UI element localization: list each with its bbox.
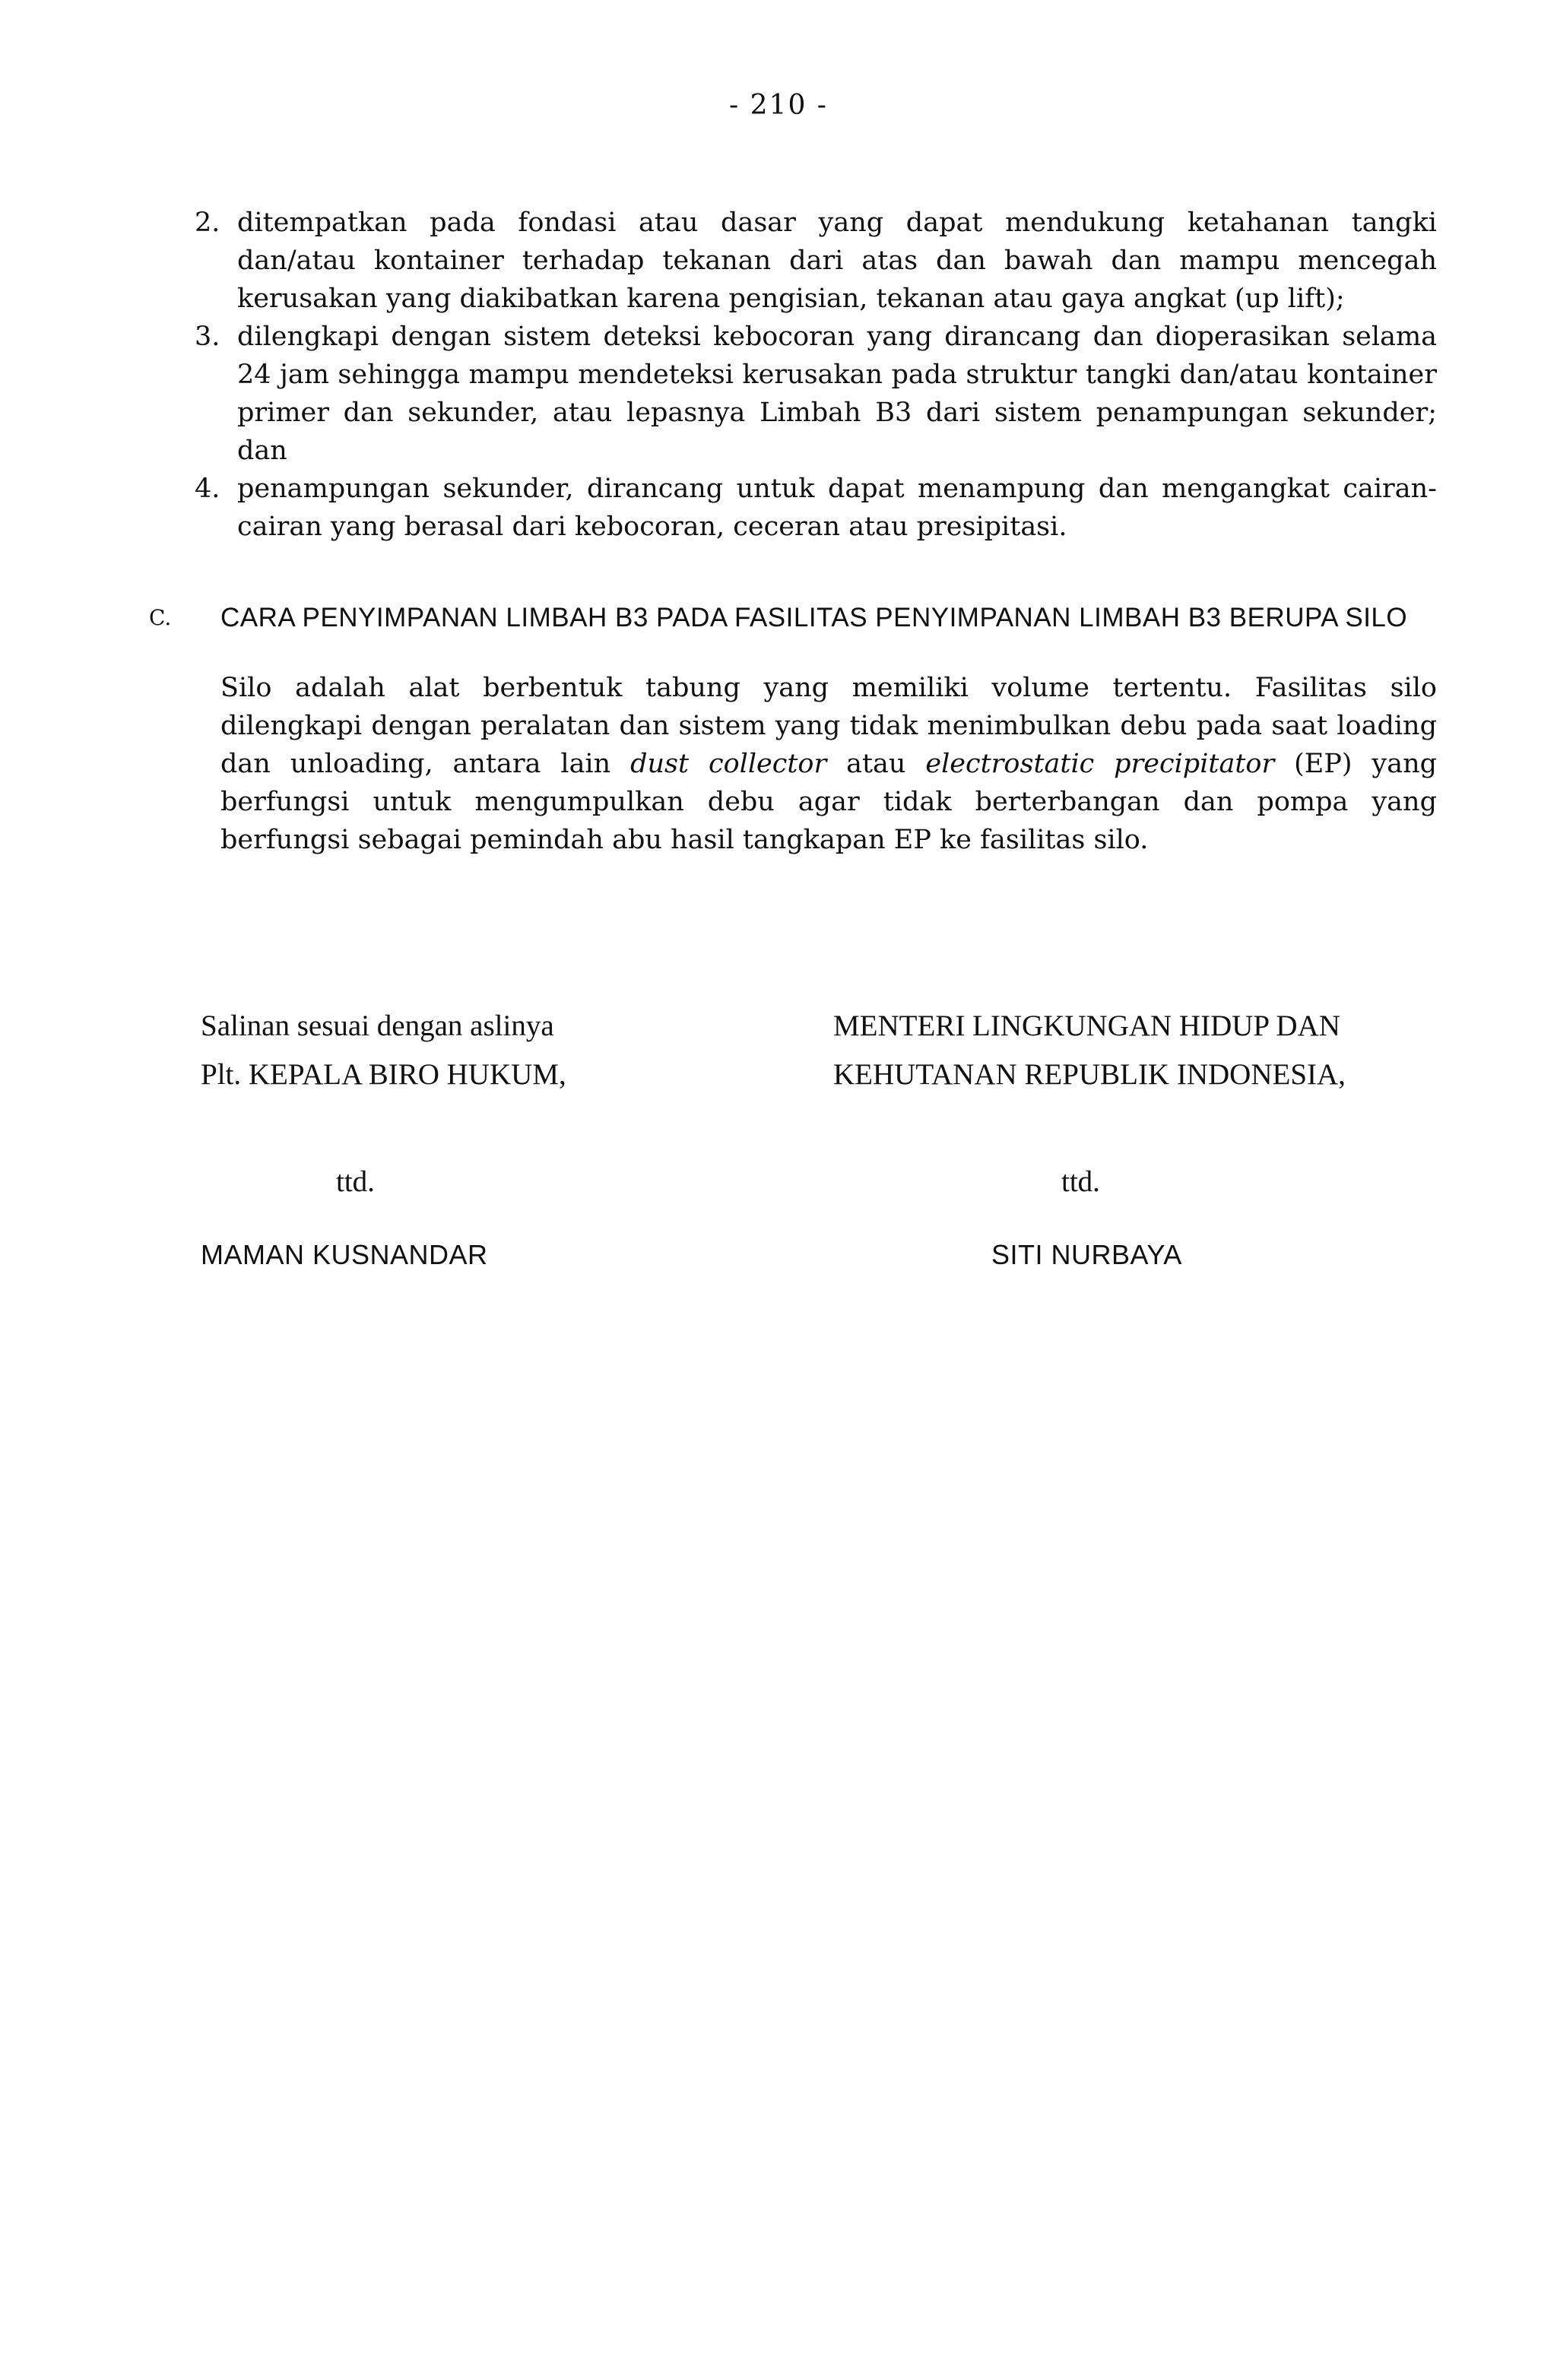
paragraph-italic-term: dust collector	[630, 749, 827, 779]
signature-caption: Salinan sesuai dengan aslinya	[201, 1009, 554, 1042]
list-item-number: 4.	[195, 474, 220, 504]
paragraph-italic-term: electrostatic precipitator	[925, 749, 1275, 779]
requirements-list	[195, 204, 1437, 546]
list-item	[195, 204, 1437, 318]
section-c	[149, 599, 1437, 859]
list-item-text: ditempatkan pada fondasi atau dasar yang dapat mendukung ketahanan tangki dan/atau kontainer terhadap tekanan dari atas dan bawah dan mampu mencegah kerusakan yang diakibatkan karena pengisian, tekanan atau gaya angkat (up lift);	[237, 208, 1437, 314]
signer-name-left: MAMAN KUSNANDAR	[201, 1239, 488, 1270]
list-item-number: 3.	[195, 322, 220, 352]
signature-mark-right: ttd.	[1061, 1165, 1100, 1198]
list-item-text: dilengkapi dengan sistem deteksi kebocoran yang dirancang dan dioperasikan selama 24 jam sehingga mampu mendeteksi kerusakan pada struktur tangki dan/atau kontainer primer dan sekunder, atau lepasnya Limbah B3 dari sistem penampungan sekunder; dan	[237, 322, 1437, 466]
signature-block-left	[201, 1002, 566, 1099]
signature-caption: MENTERI LINGKUNGAN HIDUP DAN	[833, 1009, 1340, 1042]
signature-mark-left: ttd.	[336, 1165, 375, 1198]
list-item	[195, 318, 1437, 470]
paragraph-text: atau	[826, 749, 926, 779]
section-paragraph	[220, 669, 1437, 859]
list-item-text: penampungan sekunder, dirancang untuk dapat menampung dan mengangkat cairan-cairan yang berasal dari kebocoran, ceceran atau presipitasi.	[237, 474, 1437, 542]
list-item	[195, 470, 1437, 546]
signature-position: Plt. KEPALA BIRO HUKUM,	[201, 1058, 566, 1091]
section-title: CARA PENYIMPANAN LIMBAH B3 PADA FASILITAS PENYIMPANAN LIMBAH B3 BERUPA SILO	[220, 603, 1408, 632]
list-item-number: 2.	[195, 208, 220, 238]
signature-position: KEHUTANAN REPUBLIK INDONESIA,	[833, 1058, 1346, 1091]
signer-name-right: SITI NURBAYA	[991, 1239, 1182, 1270]
signature-block-right	[833, 1002, 1346, 1099]
paragraph-text: (EP) yang berfungsi untuk mengumpulkan debu agar tidak berterbangan dan pompa yang berfungsi sebagai pemindah abu hasil tangkapan EP ke fasilitas silo.	[220, 749, 1438, 855]
paragraph-text: Silo adalah alat berbentuk tabung yang memiliki volume tertentu. Fasilitas silo dilengkapi dengan peralatan dan sistem yang tidak menimbulkan debu pada saat loading dan unloading, antara lain	[220, 673, 1437, 779]
section-letter: C.	[149, 605, 172, 630]
page-number: - 210 -	[729, 90, 828, 121]
